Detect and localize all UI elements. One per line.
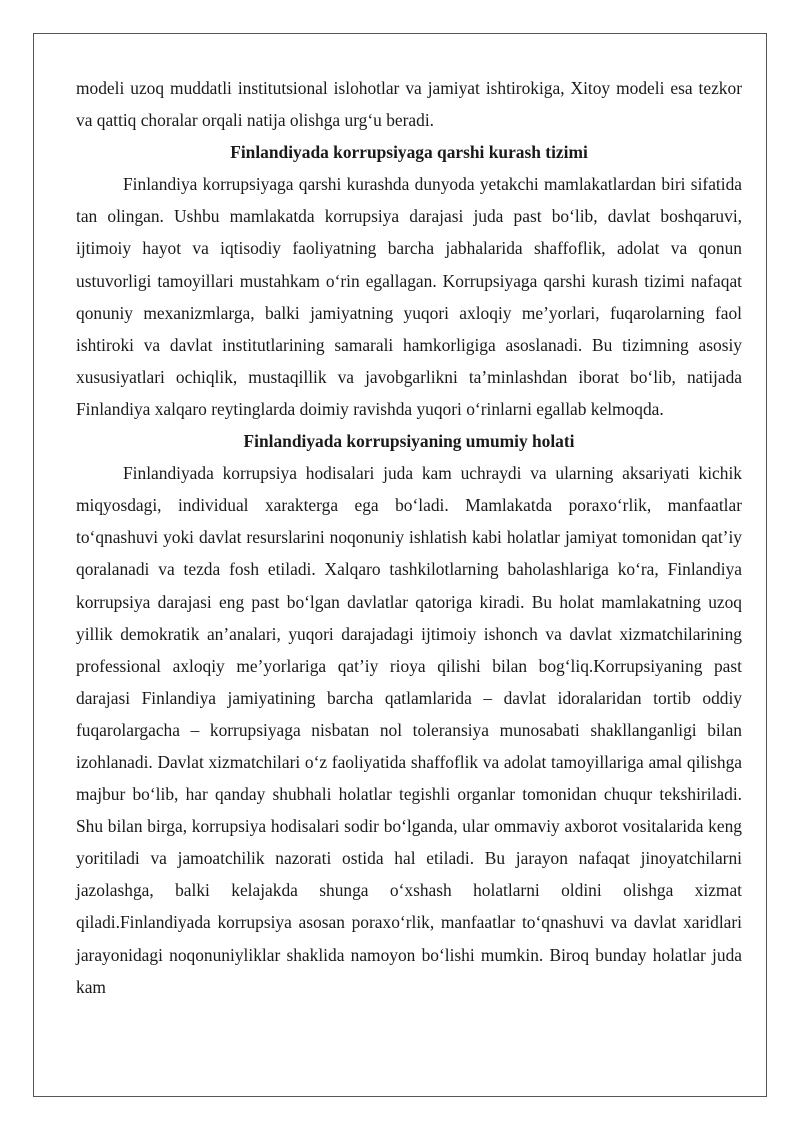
section-heading-anti-corruption-system: Finlandiyada korrupsiyaga qarshi kurash tizimi — [230, 142, 588, 163]
paragraph-general-state: Finlandiyada korrupsiya hodisalari juda kam uchraydi va ularning aksariyati kichik miqyosdagi, individual xarakterga ega bo‘ladi. Mamlakatda poraxo‘rlik, manfaatlar to‘qnashuvi yoki davlat resurslarini noqonuniy ishlatish kabi holatlar jamiyat tomonidan qat’iy qoralanadi va tezda fosh etiladi. Xalqaro tashkilotlarning baholashlariga ko‘ra, Finlandiya korrupsiya darajasi eng past bo‘lgan davlatlar qatoriga kiradi. Bu holat mamlakatning uzoq yillik demokratik an’analari, yuqori darajadagi ijtimoiy ishonch va davlat xizmatchilarining professional axloqiy me’yorlariga qat’iy rioya qilishi bilan bog‘liq.Korrupsiyaning past darajasi Finlandiya jamiyatining barcha qatlamlarida – davlat idoralaridan tortib oddiy fuqarolargacha – korrupsiyaga nisbatan nol toleransiya munosabati shakllanganligi bilan izohlanadi. Davlat xizmatchilari o‘z faoliyatida shaffoflik va adolat tamoyillariga amal qilishga majbur bo‘lib, har qanday shubhali holatlar tegishli organlar tomonidan chuqur tekshiriladi. Shu bilan birga, korrupsiya hodisalari sodir bo‘lganda, ular ommaviy axborot vositalarida keng yoritiladi va jamoatchilik nazorati ostida hal etiladi. Bu jarayon nafaqat jinoyatchilarni jazolashga, balki kelajakda shunga o‘xshash holatlarni oldini olishga xizmat qiladi.Finlandiyada korrupsiya asosan poraxo‘rlik, manfaatlar to‘qnashuvi va davlat xaridlari jarayonidagi noqonuniyliklar shaklida namoyon bo‘lishi mumkin. Biroq bunday holatlar juda kam — [76, 463, 742, 997]
intro-paragraph: modeli uzoq muddatli institutsional islohotlar va jamiyat ishtirokiga, Xitoy modeli esa tezkor va qattiq choralar orqali natija olishga urg‘u beradi. — [76, 78, 742, 131]
paragraph-anti-corruption-system: Finlandiya korrupsiyaga qarshi kurashda dunyoda yetakchi mamlakatlardan biri sifatida tan olingan. Ushbu mamlakatda korrupsiya darajasi juda past bo‘lib, davlat boshqaruvi, ijtimoiy hayot va iqtisodiy faoliyatning barcha jabhalarida shaffoflik, adolat va qonun ustuvorligi tamoyillari mustahkam o‘rin egallagan. Korrupsiyaga qarshi kurash tizimi nafaqat qonuniy mexanizmlarga, balki jamiyatning yuqori axloqiy me’yorlari, fuqarolarning faol ishtiroki va davlat institutlarining samarali hamkorligiga asoslanadi. Bu tizimning asosiy xususiyatlari ochiqlik, mustaqillik va javobgarlikni ta’minlashdan iborat bo‘lib, natijada Finlandiya xalqaro reytinglarda doimiy ravishda yuqori o‘rinlarni egallab kelmoqda. — [76, 174, 742, 419]
section-heading-general-state: Finlandiyada korrupsiyaning umumiy holati — [243, 431, 575, 452]
document-body — [76, 72, 742, 1003]
